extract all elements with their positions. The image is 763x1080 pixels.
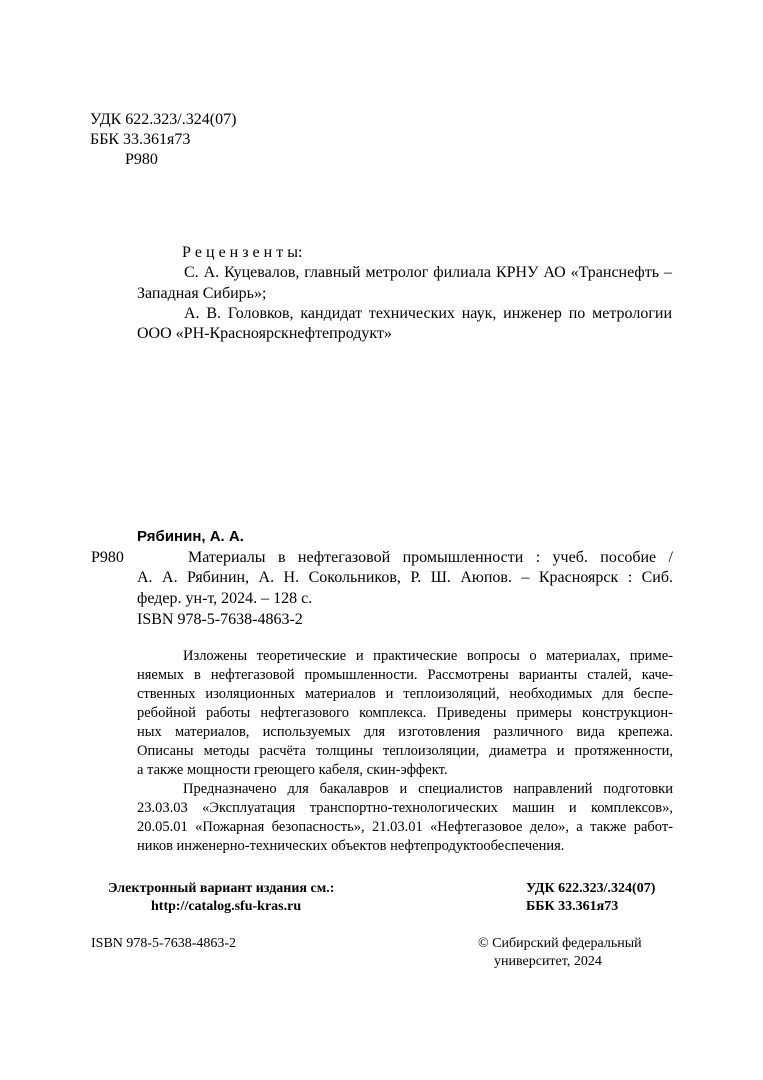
- copyright-line-2: университет, 2024: [494, 954, 602, 969]
- annotation-line-2: няемых в нефтегазовой промышленности. Рассмотрены варианты сталей, каче-: [137, 667, 673, 683]
- annotation-line-5: ных материалов, используемых для изготовления различного вида крепежа.: [137, 724, 673, 740]
- reviewer-1-line-2: Западная Сибирь»;: [137, 285, 267, 302]
- annotation-line-9: 23.03.03 «Эксплуатация транспортно-технологических машин и комплексов»,: [137, 800, 673, 816]
- reviewer-2-line-1: А. В. Головков, кандидат технических наук, инженер по метрологии: [184, 305, 672, 322]
- author-mark-top: Р980: [125, 151, 158, 168]
- annotation-line-11: ников инженерно-технических объектов нефтепродуктообеспечения.: [137, 838, 565, 854]
- bib-line-1: Материалы в нефтегазовой промышленности : учеб. пособие /: [188, 549, 673, 566]
- udk-code-bottom: УДК 622.323/.324(07): [526, 881, 656, 896]
- annotation-line-8: Предназначено для бакалавров и специалистов направлений подготовки: [183, 781, 673, 797]
- annotation-line-7: а также мощности греющего кабеля, скин-эффект.: [137, 762, 448, 778]
- author-mark: Р980: [91, 549, 124, 566]
- footer-isbn: ISBN 978-5-7638-4863-2: [91, 936, 237, 951]
- reviewers-heading: Р е ц е н з е н т ы:: [182, 244, 303, 261]
- bbk-code-top: ББК 33.361я73: [90, 131, 191, 148]
- bib-line-2: А. А. Рябинин, А. Н. Сокольников, Р. Ш. Аюпов. – Красноярск : Сиб.: [137, 569, 673, 586]
- reviewer-2-line-2: ООО «РН-Красноярскнефтепродукт»: [137, 325, 392, 342]
- copyright-line-1: © Сибирский федеральный: [478, 936, 642, 951]
- reviewer-1-line-1: С. А. Куцевалов, главный метролог филиала КРНУ АО «Транснефть –: [184, 264, 672, 281]
- bib-isbn: ISBN 978-5-7638-4863-2: [137, 611, 303, 628]
- annotation-line-4: ребойной работы нефтегазового комплекса. Приведены примеры конструкцион-: [137, 705, 673, 721]
- catalog-link[interactable]: http://catalog.sfu-kras.ru: [151, 899, 302, 914]
- annotation-line-6: Описаны методы расчёта толщины теплоизоляции, диаметра и протяженности,: [137, 743, 673, 759]
- electronic-version-label: Электронный вариант издания см.:: [108, 881, 335, 896]
- bib-line-3: федер. ун-т, 2024. – 128 с.: [137, 590, 313, 607]
- bbk-code-bottom: ББК 33.361я73: [526, 899, 619, 914]
- author-name: Рябинин, А. А.: [137, 528, 244, 545]
- udk-code-top: УДК 622.323/.324(07): [90, 111, 237, 128]
- annotation-line-10: 20.05.01 «Пожарная безопасность», 21.03.01 «Нефтегазовое дело», а также работ-: [137, 819, 673, 835]
- annotation-line-1: Изложены теоретические и практические вопросы о материалах, приме-: [183, 648, 673, 664]
- annotation-line-3: ственных изоляционных материалов и теплоизоляций, необходимых для беспе-: [137, 686, 673, 702]
